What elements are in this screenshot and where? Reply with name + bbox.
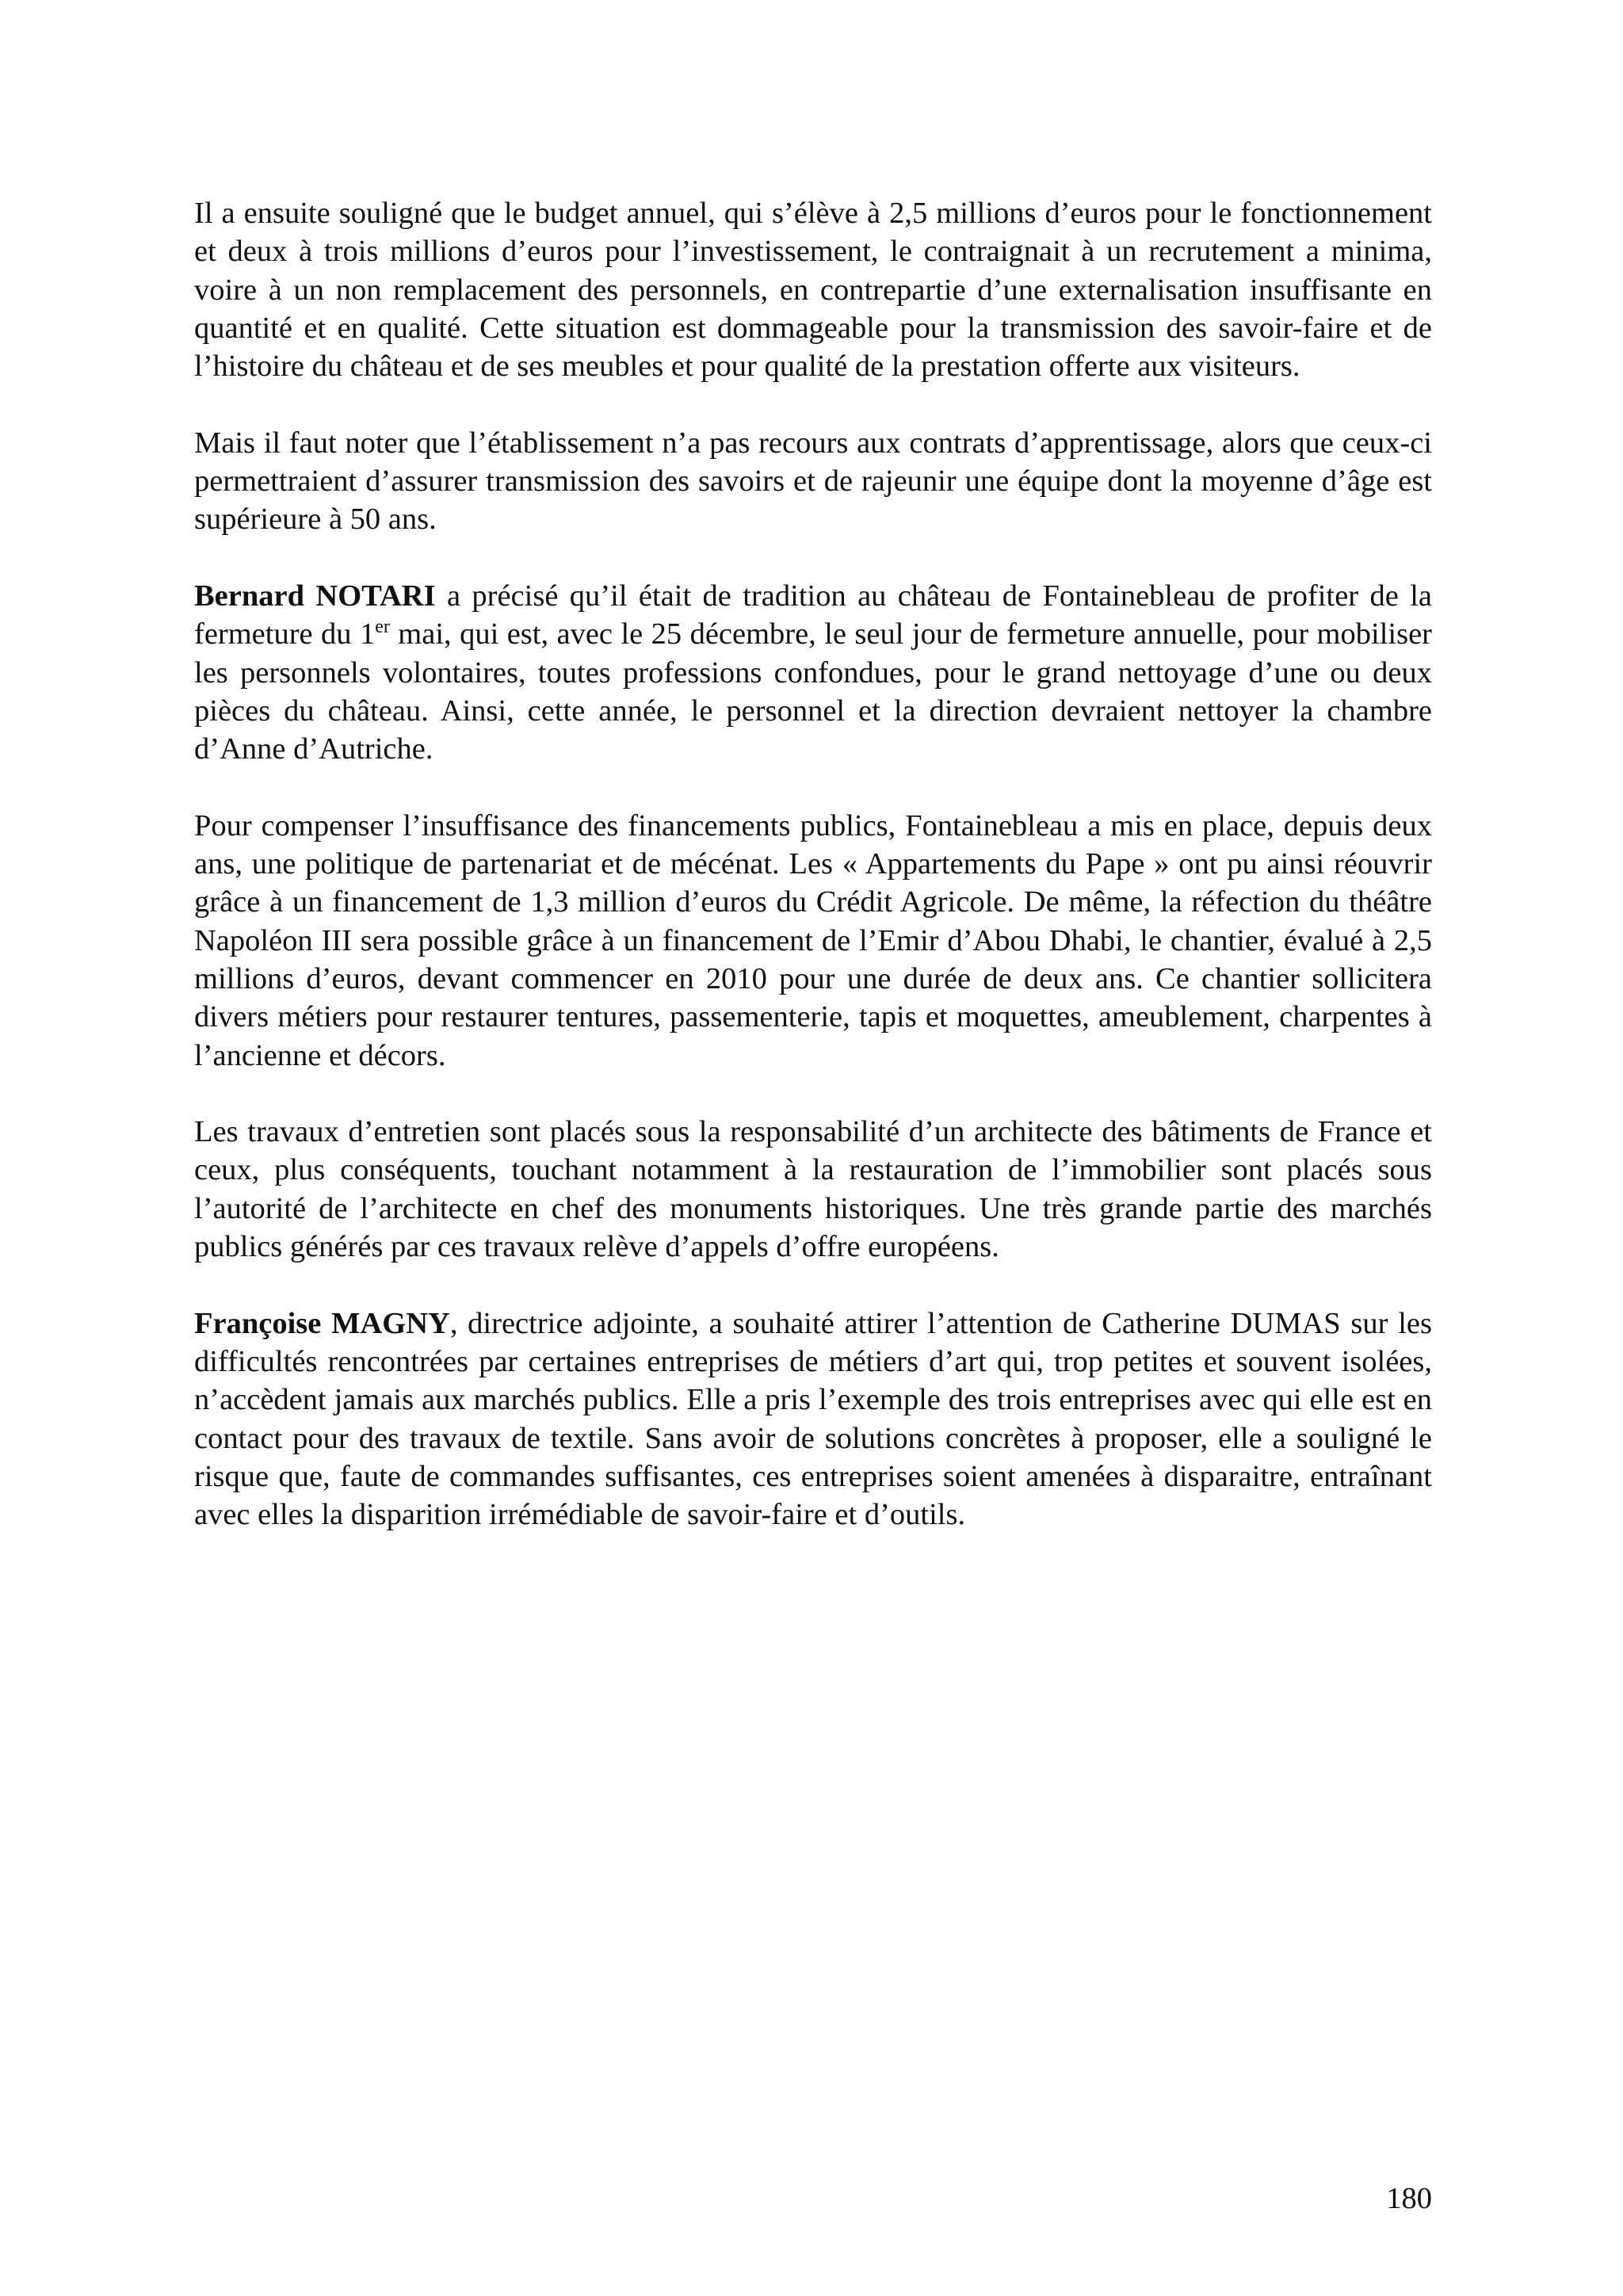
- ordinal-superscript: er: [375, 617, 390, 638]
- paragraph-magny: [194, 1305, 1432, 1534]
- document-body: [194, 194, 1432, 1572]
- paragraph-maintenance: Les travaux d’entretien sont placés sous la responsabilité d’un architecte des bâtiments de France et ceux, plus conséquents, touchant notamment à la restauration de l’immobilier sont placés sous l’autorité de l’architecte en chef des monuments historiques. Une très grande partie des marchés publics générés par ces travaux relève d’appels d’offre européens.: [194, 1115, 1432, 1264]
- speaker-name: Bernard NOTARI: [194, 579, 436, 613]
- paragraph-budget: Il a ensuite souligné que le budget annuel, qui s’élève à 2,5 millions d’euros pour le fonctionnement et deux à trois millions d’euros pour l’investissement, le contraignait à un recrutement a minima, voire à un non remplacement des personnels, en contrepartie d’une externalisation insuffisante en quantité et en qualité. Cette situation est dommageable pour la transmission des savoir-faire et de l’histoire du château et de ses meubles et pour qualité de la prestation offerte aux visiteurs.: [194, 197, 1432, 384]
- paragraph-apprenticeship: Mais il faut noter que l’établissement n’a pas recours aux contrats d’apprentissage, alors que ceux-ci permettraient d’assurer transmission des savoirs et de rajeunir une équipe dont la moyenne d’âge est supérieure à 50 ans.: [194, 426, 1432, 537]
- paragraph-sponsorship: Pour compenser l’insuffisance des financements publics, Fontainebleau a mis en place, depuis deux ans, une politique de partenariat et de mécénat. Les « Appartements du Pape » ont pu ainsi réouvrir grâce à un financement de 1,3 million d’euros du Crédit Agricole. De même, la réfection du théâtre Napoléon III sera possible grâce à un financement de l’Emir d’Abou Dhabi, le chantier, évalué à 2,5 millions d’euros, devant commencer en 2010 pour une durée de deux ans. Ce chantier sollicitera divers métiers pour restaurer tentures, passementerie, tapis et moquettes, ameublement, charpentes à l’ancienne et décors.: [194, 808, 1432, 1072]
- paragraph-text: mai, qui est, avec le 25 décembre, le seul jour de fermeture annuelle, pour mobiliser les personnels volontaires, toutes professions confondues, pour le grand nettoyage d’une ou deux pièces du château. Ainsi, cette année, le personnel et la direction devraient nettoyer la chambre d’Anne d’Autriche.: [194, 617, 1432, 766]
- paragraph-text: a précisé qu’il était de tradition au château de Fontainebleau de profiter de la fermeture du 1: [194, 579, 1432, 651]
- paragraph-text: , directrice adjointe, a souhaité attirer l’attention de Catherine DUMAS sur les difficultés rencontrées par certaines entreprises de métiers d’art qui, trop petites et souvent isolées, n’accèdent jamais aux marchés publics. Elle a pris l’exemple des trois entreprises avec qui elle est en contact pour des travaux de textile. Sans avoir de solutions concrètes à proposer, elle a souligné le risque que, faute de commandes suffisantes, ces entreprises soient amenées à disparaitre, entraînant avec elles la disparition irrémédiable de savoir-faire et d’outils.: [194, 1306, 1432, 1532]
- paragraph-notari: [194, 577, 1432, 768]
- page-number: 180: [1386, 2182, 1432, 2215]
- speaker-name: Françoise MAGNY: [194, 1306, 450, 1340]
